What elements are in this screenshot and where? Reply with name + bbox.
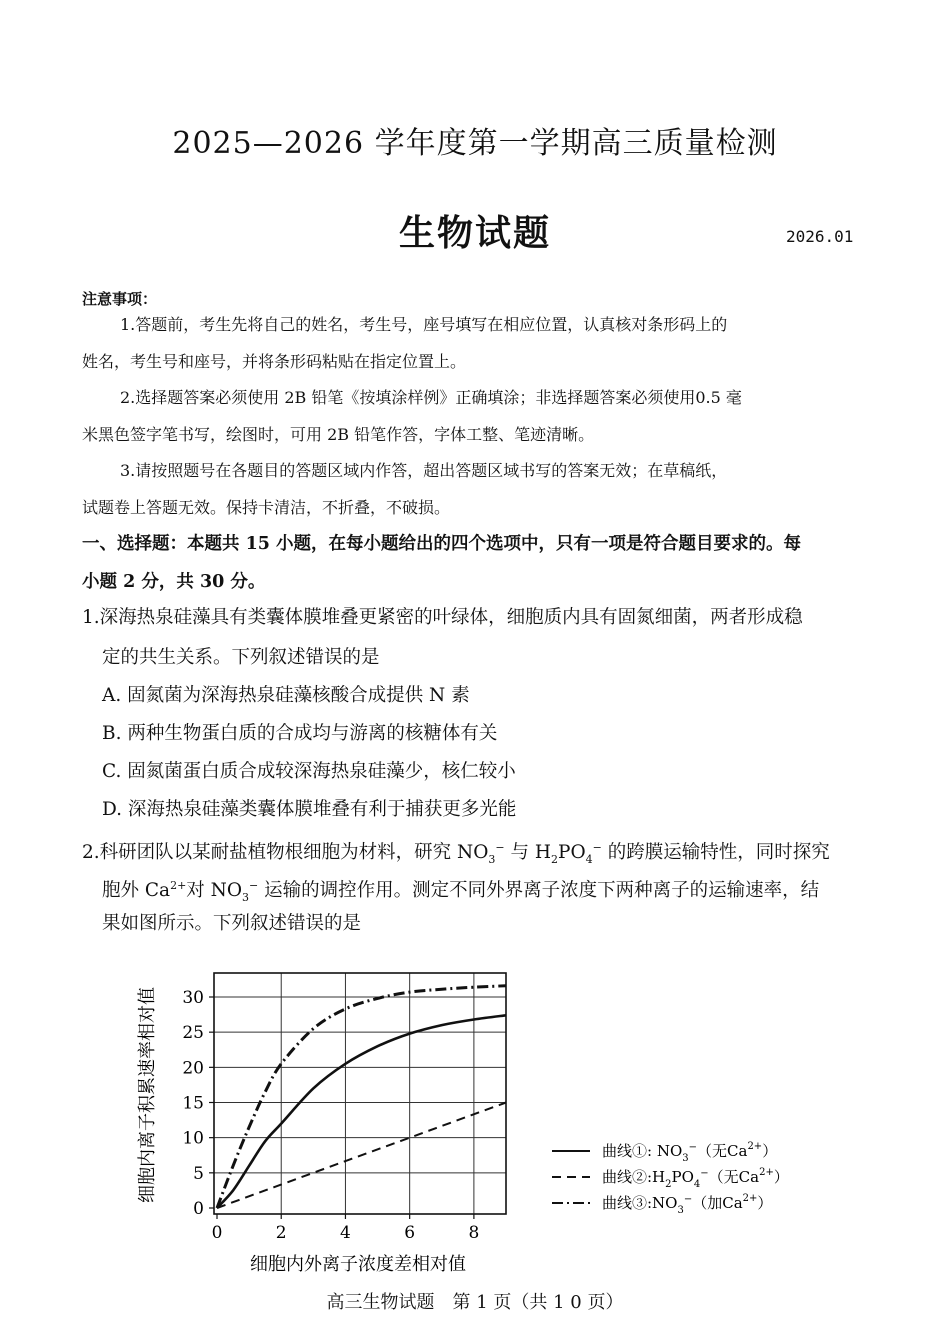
chart-legend bbox=[552, 1141, 789, 1216]
x-axis-ticks bbox=[212, 1214, 480, 1243]
question-1-option-d: D. 深海热泉硅藻类囊体膜堆叠有利于捕获更多光能 bbox=[102, 799, 517, 820]
y-tick-label: 0 bbox=[193, 1199, 204, 1219]
exam-date: 2026.01 bbox=[786, 227, 854, 246]
chart-curves bbox=[217, 986, 506, 1208]
legend-label-1: 曲线①: $NO_3^-$（无$Ca^{2+}$） bbox=[602, 1141, 778, 1164]
y-tick-label: 5 bbox=[193, 1163, 204, 1184]
notes-heading: 注意事项： bbox=[82, 290, 158, 308]
note-3-line-2: 试题卷上答题无效。保持卡清洁，不折叠，不破损。 bbox=[82, 498, 451, 517]
section-heading-line-2: 小题 2 分，共 30 分。 bbox=[82, 572, 266, 592]
legend-label-3: 曲线$③:NO_3^-$（加$Ca^{2+}$） bbox=[602, 1193, 773, 1216]
ion-transport-chart bbox=[120, 955, 820, 1285]
y-tick-label: 10 bbox=[182, 1128, 204, 1149]
note-3-line-1: 3.请按照题号在各题目的答题区域内作答，超出答题区域书写的答案无效；在草稿纸， bbox=[120, 461, 728, 480]
series-curve-1 bbox=[217, 1015, 506, 1208]
subject-title: 生物试题 bbox=[398, 212, 551, 254]
x-tick-label: 2 bbox=[275, 1223, 287, 1243]
question-2-stem-line-3: 果如图所示。下列叙述错误的是 bbox=[102, 913, 362, 934]
note-2-line-1: 2.选择题答案必须使用 2B 铅笔《按填涂样例》正确填涂；非选择题答案必须使用0.5 毫 bbox=[120, 388, 742, 407]
note-1-line-1: 1.答题前，考生先将自己的姓名，考生号，座号填写在相应位置，认真核对条形码上的 bbox=[120, 315, 728, 334]
x-tick-label: 6 bbox=[404, 1223, 416, 1243]
x-tick-label: 8 bbox=[468, 1223, 480, 1243]
note-1-line-2: 姓名，考生号和座号，并将条形码粘贴在指定位置上。 bbox=[82, 352, 467, 371]
question-1-option-c: C. 固氮菌蛋白质合成较深海热泉硅藻少，核仁较小 bbox=[102, 761, 516, 782]
x-tick-label: 0 bbox=[211, 1223, 223, 1243]
question-1-option-a: A. 固氮菌为深海热泉硅藻核酸合成提供 N 素 bbox=[102, 685, 470, 706]
chart-grid bbox=[214, 973, 506, 1214]
y-tick-label: 30 bbox=[182, 988, 204, 1008]
y-tick-label: 25 bbox=[182, 1023, 204, 1044]
question-2-stem-line-2: 胞外 $Ca^{2+}$对 $NO_3^-$ 运输的调控作用。测定不同外界离子浓度下两种离子的运输速率，结 bbox=[102, 879, 820, 904]
series-curve-3 bbox=[217, 986, 506, 1208]
section-heading-line-1: 一、选择题：本题共 15 小题，在每小题给出的四个选项中，只有一项是符合题目要求的。每 bbox=[82, 534, 802, 554]
y-axis-ticks bbox=[182, 988, 214, 1219]
page-footer: 高三生物试题 第 1 页（共 1 0 页） bbox=[326, 1292, 624, 1313]
question-1-option-b: B. 两种生物蛋白质的合成均与游离的核糖体有关 bbox=[102, 723, 498, 744]
note-2-line-2: 米黑色签字笔书写，绘图时，可用 2B 铅笔作答，字体工整、笔迹清晰。 bbox=[82, 425, 595, 444]
exam-title: 2025—2026 学年度第一学期高三质量检测 bbox=[172, 126, 778, 161]
legend-label-2: 曲线$②:H_2PO_4^-$（无$Ca^{2+}$） bbox=[602, 1167, 789, 1190]
y-tick-label: 15 bbox=[182, 1093, 204, 1114]
y-tick-label: 20 bbox=[182, 1058, 204, 1079]
series-curve-2 bbox=[217, 1103, 506, 1209]
question-2-stem-line-1: 2.科研团队以某耐盐植物根细胞为材料，研究 $NO_3^-$ 与 $H_2PO_4^-$ 的跨膜运输特性，同时探究 bbox=[82, 841, 830, 866]
x-tick-label: 4 bbox=[340, 1223, 351, 1243]
y-axis-label: 细胞内离子积累速率相对值 bbox=[137, 987, 158, 1203]
plot-frame bbox=[214, 973, 506, 1214]
x-axis-label: 细胞内外离子浓度差相对值 bbox=[250, 1254, 466, 1275]
question-1-stem-line-2: 定的共生关系。下列叙述错误的是 bbox=[102, 647, 380, 668]
question-1-stem-line-1: 1.深海热泉硅藻具有类囊体膜堆叠更紧密的叶绿体，细胞质内具有固氮细菌，两者形成稳 bbox=[82, 607, 803, 628]
